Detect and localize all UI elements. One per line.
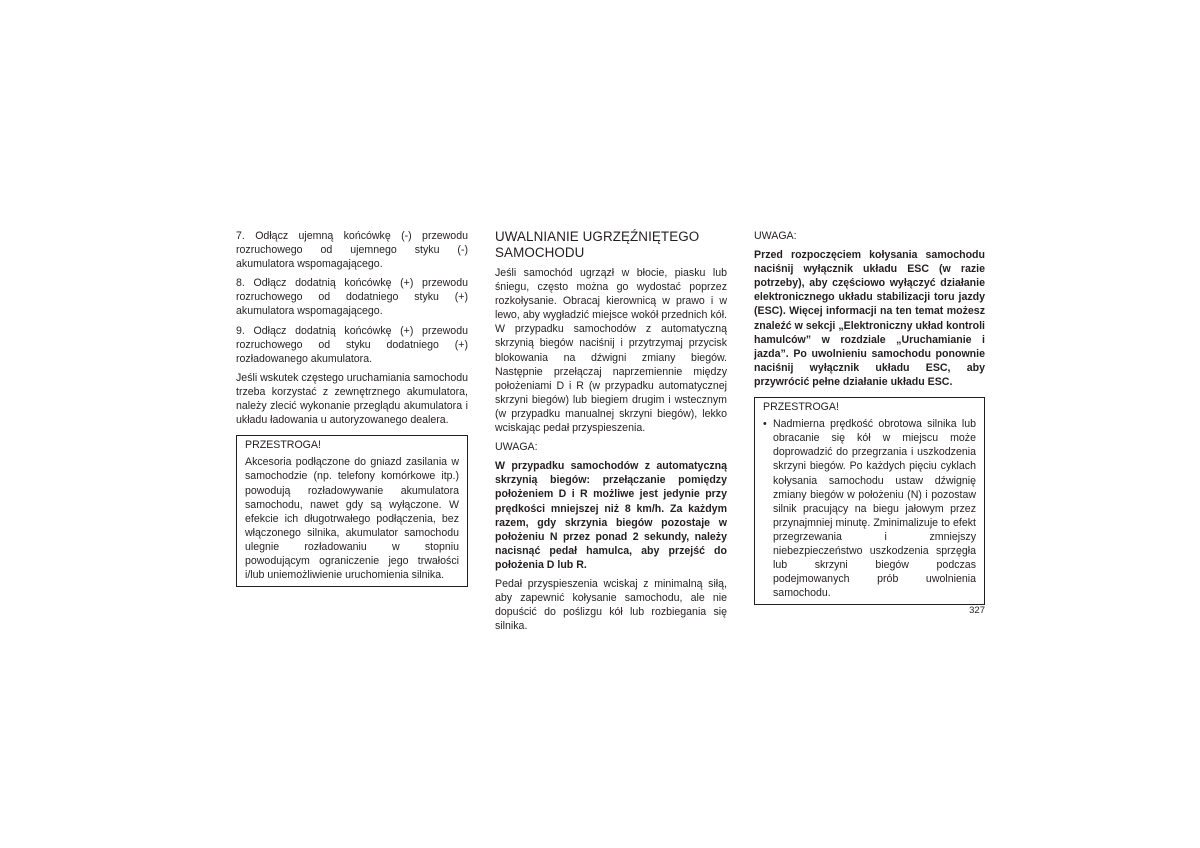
section-heading: UWALNIANIE UGRZĘŹNIĘTEGO SAMOCHODU	[495, 229, 700, 260]
caution-text: Akcesoria podłączone do gniazd zasilania w samochodzie (np. telefony komórkowe itp.) powodują rozładowywanie akumulatora samochodu, nawet gdy są wyłączone. W efekcie ich długotrwałego podłączenia, bez włączonego silnika, akumulator samochodu ulegnie rozładowaniu w stopniu powodującym ograniczenie jego trwałości i/lub uniemożliwienie uruchomienia silnika.	[245, 456, 459, 582]
note-bold-text: W przypadku samochodów z automatyczną skrzynią biegów: przełączanie pomiędzy położeniem D i R możliwe jest jedynie przy prędkości mniejszej niż 8 km/h. Za każdym razem, gdy skrzynia biegów pozostaje w położeniu N przez ponad 2 sekundy, należy nacisnąć pedał hamulca, aby przejść do położenia D lub R.	[495, 460, 727, 571]
note-label: UWAGA:	[495, 441, 538, 454]
caution-text: Nadmierna prędkość obrotowa silnika lub obracanie się kół w miejscu może doprowadzić do przegrzania i uszkodzenia skrzyni biegów. Po każdych pięciu cyklach kołysania samochodu ustaw dźwignię zmiany biegów w położeniu (N) i pozostaw silnik pracujący na biegu jałowym przez przynajmniej minutę. Zminimalizuje to efekt przegrzewania i zmniejszy niebezpieczeństwo uszkodzenia sprzęgła lub skrzyni biegów podczas podejmowanych prób uwolnienia samochodu.	[773, 418, 976, 600]
column-right	[754, 229, 985, 605]
caution-bullet	[763, 417, 976, 600]
note-label: UWAGA:	[754, 230, 797, 242]
caution-title: PRZESTROGA!	[245, 439, 321, 452]
column-middle	[495, 229, 727, 638]
charging-note: Jeśli wskutek częstego uruchamiania samochodu trzeba korzystać z zewnętrznego akumulatora, należy zlecić wykonanie przeglądu akumulatora i układu ładowania u autoryzowanego dealera.	[236, 371, 469, 427]
bullet-icon: •	[763, 418, 767, 431]
page-number: 327	[969, 605, 985, 616]
caution-title: PRZESTROGA!	[763, 401, 839, 414]
intro-paragraph: Jeśli samochód ugrzązł w błocie, piasku lub śniegu, często można go wydostać poprzez rozkołysanie. Obracaj kierownicą w prawo i w lewo, aby wygładzić miejsce wokół przednich kół. W przypadku samochodów z automatyczną skrzynią biegów naciśnij i przytrzymaj przycisk blokowania na dźwigni zmiany biegów. Następnie przełączaj naprzemiennie między położeniami D i R (w przypadku automatycznej skrzyni biegów) lub biegiem drugim i wstecznym (w przypadku manualnej skrzyni biegów), lekko wciskając pedał przyspieszenia.	[495, 267, 727, 435]
step-7: 7. Odłącz ujemną końcówkę (-) przewodu rozruchowego od ujemnego styku (-) akumulatora wspomagającego.	[236, 230, 468, 271]
caution-box-accessories	[236, 435, 468, 587]
caution-box-overheating	[754, 397, 985, 605]
step-8: 8. Odłącz dodatnią końcówkę (+) przewodu rozruchowego od dodatniego styku (+) akumulatora wspomagającego.	[236, 277, 468, 318]
column-left	[236, 229, 468, 587]
esc-note-bold-text: Przed rozpoczęciem kołysania samochodu naciśnij wyłącznik układu ESC (w razie potrzeby), aby częściowo wyłączyć działanie elektronicznego układu stabilizacji toru jazdy (ESC). Więcej informacji na ten temat możesz znaleźć w sekcji „Elektroniczny układ kontroli hamulców” w rozdziale „Uruchamianie i jazda”. Po uwolnieniu samochodu ponownie naciśnij wyłącznik układu ESC, aby przywrócić pełne działanie układu ESC.	[754, 249, 985, 388]
step-9: 9. Odłącz dodatnią końcówkę (+) przewodu rozruchowego od styku dodatniego (+) rozładowanego akumulatora.	[236, 324, 468, 365]
accelerator-paragraph: Pedał przyspieszenia wciskaj z minimalną siłą, aby zapewnić kołysanie samochodu, ale nie dopuścić do poślizgu kół lub rozbiegania się silnika.	[495, 577, 727, 633]
